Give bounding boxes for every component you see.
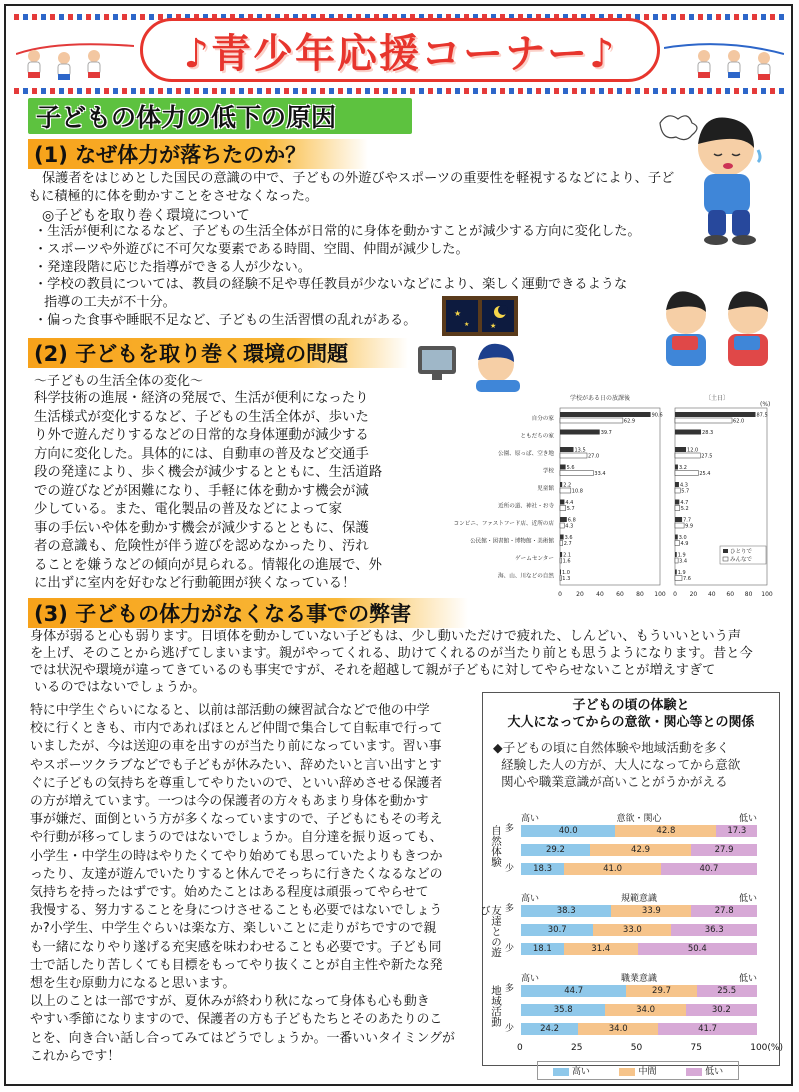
survey-group-label: 地域活動 <box>490 985 502 1027</box>
legend-swatch <box>619 1068 635 1076</box>
legend-swatch-friends <box>723 557 728 561</box>
chart-value-label: 1.6 <box>562 558 571 565</box>
chart-category-label: 自分の家 <box>531 416 554 422</box>
chart-tick-label: 100 <box>761 591 773 598</box>
body-line: に出ずに室内を好むなど行動範囲が狭くなっている！ <box>34 576 356 591</box>
scale-few-label: 少 <box>505 1024 515 1034</box>
body-line: 身体が弱ると心も弱ります。日頃体を動かしていない子どもは、少し動いただけで疲れた、しんどい、もういいという声 <box>30 629 742 644</box>
chart-value-label: 4.7 <box>680 500 689 506</box>
intro-line: ◆子どもの頃に自然体験や地域活動を多く <box>493 740 730 755</box>
body-line: いるのではないでしょうか。 <box>34 680 206 695</box>
chart-bar-friends <box>560 471 593 476</box>
survey-bar-segment: 27.9 <box>691 844 757 856</box>
chart-bar-alone <box>560 430 600 435</box>
survey-group-label: 友達との遊び <box>479 905 502 958</box>
chart-bar-friends <box>560 453 587 458</box>
survey-bar-row <box>521 863 757 875</box>
survey-bar-segment: 29.2 <box>521 844 590 856</box>
survey-bar-segment: 41.7 <box>658 1023 756 1035</box>
body-line: ることを嫌うなどの傾向が見られる。情報化の進展で、外 <box>34 557 382 573</box>
environment-title: ◎子どもを取り巻く環境について <box>42 208 250 224</box>
body-line: か?小学生、中学生ぐらいは楽な方、楽しいことに走りがちですので親 <box>30 921 437 937</box>
chart-bar-friends <box>560 541 563 546</box>
subtitle-text: 子どもの体力の低下の原因 <box>36 103 337 132</box>
survey-bar-segment: 35.8 <box>521 1004 605 1016</box>
environment-list <box>34 223 714 330</box>
chart-bar-friends <box>675 453 700 458</box>
chart-value-label: 1.3 <box>562 576 571 582</box>
chart-value-label: 27.0 <box>588 453 600 460</box>
chart-bar-friends <box>560 576 561 581</box>
chart-value-label: 28.3 <box>702 430 714 436</box>
chart-category-label: 海、山、川などの自然 <box>498 573 554 580</box>
low-label: 低い <box>738 894 757 904</box>
chart-category-label: 公園、原っぱ、空き地 <box>498 451 554 457</box>
body-line: 事が嫌だ、面倒という方が多くなっていますので、子どもにもその考え <box>30 812 443 828</box>
body-line: り外で遊んだりするなどの日常的な身体運動が減少する <box>34 428 369 443</box>
survey-bar-segment: 18.1 <box>521 943 564 955</box>
chart-value-label: 7.7 <box>683 517 692 524</box>
scale-few-label: 少 <box>505 944 515 954</box>
svg-text:★: ★ <box>490 322 497 330</box>
survey-bar-segment: 36.3 <box>671 924 757 936</box>
chart-value-label: 87.5 <box>756 412 768 419</box>
chart-value-label: 3.4 <box>679 558 688 565</box>
chart-category-label: ゲームセンター <box>515 556 554 562</box>
chart-value-label: 5.2 <box>680 506 689 512</box>
chart-bar-alone <box>560 447 574 452</box>
legend-label-alone: ひとりで <box>730 549 753 555</box>
chart-tick-label: 0 <box>558 591 562 598</box>
night-window-illustration <box>442 296 518 340</box>
legend-swatch <box>686 1068 702 1076</box>
chart-value-label: 1.0 <box>562 570 570 576</box>
svg-text:★: ★ <box>464 321 470 328</box>
survey-box <box>479 692 783 1077</box>
chart-title-weekday: 学校がある日の放課後 <box>570 395 631 402</box>
high-label: 高い <box>521 894 540 904</box>
metric-label: 規範意識 <box>620 894 657 904</box>
low-label: 低い <box>738 814 757 824</box>
body-line: とを、向き合い話し合ってみてはどうでしょうか。一番いいタイミングが <box>30 1030 455 1046</box>
section2-heading <box>28 338 408 368</box>
chart-value-label: 5.7 <box>681 488 690 495</box>
survey-bar-segment: 50.4 <box>638 943 757 955</box>
chart-value-label: 3.0 <box>678 535 687 541</box>
list-item: ・発達段階に応じた指導ができる人が少ない。 <box>34 259 311 275</box>
body-line: 以上のことは一部ですが、夏休みが終わり秋になって身体も心も動き <box>30 994 430 1010</box>
chart-bar-alone <box>675 465 678 470</box>
body-line: いましたが、今は送迎の車を出すのが当たり前になっています。習い事 <box>30 739 442 755</box>
survey-tick-label: 75 <box>690 1043 702 1053</box>
chart-bar-friends <box>675 418 732 423</box>
chart-value-label: 12.0 <box>687 447 699 454</box>
body-line: 我慢する、努力することを身につけさせることも必要ではないでしょう <box>30 903 443 919</box>
survey-bar-segment: 42.8 <box>615 825 716 837</box>
chart-bar-friends <box>560 418 623 423</box>
gaming-kids-icon <box>652 286 782 370</box>
body-line: やスポーツクラブなどでも子どもが休みたい、辞めたいと言い出すとす <box>30 757 442 773</box>
survey-bar-row <box>521 924 757 936</box>
chart-value-label: 9.9 <box>685 523 694 530</box>
play-location-chart-svg <box>420 392 780 604</box>
survey-metric-header <box>521 971 757 984</box>
chart-bar-alone <box>560 500 564 505</box>
survey-bar-segment: 30.2 <box>686 1004 757 1016</box>
chart-bar-friends <box>675 523 684 528</box>
chart-value-label: 1.9 <box>677 552 686 559</box>
chart-value-label: 4.3 <box>565 523 574 530</box>
body-line: 科学技術の進展・経済の発展で、生活が便利になったり <box>34 391 369 406</box>
section3-narrow-text <box>30 702 478 1066</box>
body-line: 気持ちを持ったはずです。始めたことはある程度は頑張ってやらせて <box>30 885 429 901</box>
survey-bar-segment: 31.4 <box>564 943 638 955</box>
body-line: ぐに子どもの気持ちを尊重してやりたいので、といい辞めさせる保護者 <box>30 775 443 791</box>
survey-title-1: 子どもの頃の体験と <box>572 698 690 713</box>
legend-label: 高い <box>571 1067 590 1077</box>
body-line: の方が増えています。一つは今の保護者の方々もあまり身体を動かす <box>30 794 429 810</box>
section3-heading <box>28 598 468 628</box>
section1-heading <box>28 139 368 169</box>
survey-bar-segment: 33.0 <box>593 924 671 936</box>
survey-bar-segment: 41.0 <box>564 863 661 875</box>
legend-item <box>553 1064 590 1077</box>
chart-value-label: 5.6 <box>566 465 575 471</box>
survey-tick-label: 0 <box>517 1043 523 1053</box>
chart-value-label: 4.9 <box>680 541 689 547</box>
body-line: 少している。また、電化製品の普及などによって家 <box>34 502 342 517</box>
high-label: 高い <box>521 974 540 984</box>
chart-tick-label: 60 <box>726 591 735 598</box>
chart-bar-alone <box>675 570 677 575</box>
low-label: 低い <box>738 974 757 984</box>
metric-label: 意欲・関心 <box>616 814 662 824</box>
body-line: やすい季節になりますので、保護者の方も子どもたちとそのあたりのこ <box>30 1012 443 1028</box>
chart-value-label: 6.8 <box>567 517 576 524</box>
high-label: 高い <box>521 814 540 824</box>
survey-bar-segment: 40.0 <box>521 825 615 837</box>
scale-many-label: 多 <box>505 984 515 994</box>
chart-tick-label: 40 <box>707 591 716 598</box>
chart-category-label: 児童館 <box>537 486 554 492</box>
chart-value-label: 90.6 <box>651 412 663 419</box>
survey-metric-header <box>521 891 757 904</box>
chart-unit: (%) <box>760 401 771 408</box>
chart-bar-friends <box>675 506 680 511</box>
body-line: 者の意識も、危険性が伴う遊びを認めなかったり、汚れ <box>34 539 369 554</box>
chart-value-label: 39.7 <box>600 430 612 436</box>
survey-bar-segment: 40.7 <box>661 863 757 875</box>
chart-value-label: 2.2 <box>563 482 572 489</box>
survey-axis <box>517 1043 783 1053</box>
chart-bar-friends <box>675 541 680 546</box>
night-window-icon <box>442 296 518 336</box>
legend-label-friends: みんなで <box>730 557 753 563</box>
body-line: 生活様式が変化するなど、子どもの生活全体が、歩いた <box>34 409 369 425</box>
survey-bar-segment: 18.3 <box>521 863 564 875</box>
section3-wide-text <box>30 628 780 696</box>
svg-text:★: ★ <box>454 309 462 318</box>
gaming-kids-illustration <box>652 286 782 374</box>
body-line: 方向に変化した。具体的には、自動車の普及など交通手 <box>34 446 369 462</box>
chart-bar-alone <box>675 430 701 435</box>
kids-right-illustration <box>664 34 784 88</box>
section2-heading-text: (2) 子どもを取り巻く環境の問題 <box>34 342 349 366</box>
chart-value-label: 1.9 <box>677 570 686 576</box>
survey-bar-segment: 34.0 <box>578 1023 658 1035</box>
survey-bar-row <box>521 1004 757 1016</box>
page-subtitle <box>28 98 412 134</box>
corner-banner <box>140 18 660 82</box>
legend-swatch <box>553 1068 569 1076</box>
body-line: 小学生・中学生の時はやりたくてやり始めても思っていたよりもきつか <box>30 848 443 864</box>
list-item: ・スポーツや外遊びに不可欠な要素である時間、空間、仲間が減少した。 <box>34 241 469 257</box>
chart-value-label: 2.7 <box>563 541 572 547</box>
survey-bar-segment: 34.0 <box>605 1004 685 1016</box>
chart-value-label: 62.9 <box>623 418 636 425</box>
body-line: 士で話したり苦しくても目標をもってやり抜くことが自主性や新たな発 <box>30 957 443 973</box>
section1-heading-text: (1) なぜ体力が落ちたのか？ <box>34 143 307 167</box>
chart-bar-friends <box>675 488 680 493</box>
chart-bar-alone <box>675 412 756 417</box>
survey-bar-segment: 29.7 <box>626 985 696 997</box>
scale-many-label: 多 <box>505 824 515 834</box>
survey-group <box>489 811 775 887</box>
chart-bar-friends <box>675 471 698 476</box>
chart-bar-alone <box>675 535 678 540</box>
bottom-stripe <box>14 88 785 94</box>
body-line: では状況や環境が違ってきているのも事実ですが、それを超越して親が子どもに対してやらせないことが増えすぎて <box>30 663 716 678</box>
section2-body <box>34 390 406 594</box>
chart-value-label: 4.4 <box>565 500 574 506</box>
survey-chart <box>479 811 783 1077</box>
survey-bar-segment: 33.9 <box>611 905 691 917</box>
play-location-chart <box>420 392 780 604</box>
survey-title-2: 大人になってからの意欲・関心等との関係 <box>507 715 755 730</box>
chart-tick-label: 20 <box>576 591 584 598</box>
list-item: 指導の工夫が不十分。 <box>44 295 176 311</box>
chart-bar-alone <box>675 482 679 487</box>
chart-value-label: 7.6 <box>682 576 691 582</box>
body-line: これからです！ <box>30 1048 121 1064</box>
survey-group <box>489 971 775 1047</box>
survey-bar-row <box>521 825 757 837</box>
legend-item <box>619 1064 656 1077</box>
legend-label: 中間 <box>638 1067 657 1077</box>
banner-title: ♪青少年応援コーナー♪ <box>183 30 617 77</box>
chart-value-label: 33.4 <box>594 471 606 477</box>
running-kids-icon <box>16 34 134 84</box>
chart-value-label: 10.8 <box>571 488 583 495</box>
chart-bar-friends <box>675 576 682 581</box>
section1-paragraph: 保護者をはじめとした国民の意識の中で、子どもの外遊びやスポーツの重要性を軽視するなどにより、子どもに積極的に体を動かすことをさせなくなった。 <box>28 171 675 204</box>
chart-bar-friends <box>560 558 562 563</box>
body-line: 事の手伝いや体を動かす機会が減少するとともに、保護 <box>34 520 369 536</box>
survey-bar-segment: 25.5 <box>697 985 757 997</box>
screen-boy-illustration <box>416 342 526 398</box>
list-item: ・生活が便利になるなど、子どもの生活全体が日常的に身体を動かすことが減少する方向に変化した。 <box>34 224 641 239</box>
survey-tick-label: 25 <box>571 1043 583 1053</box>
chart-bar-alone <box>560 517 567 522</box>
survey-metric-header <box>521 811 757 824</box>
chart-bar-alone <box>560 552 562 557</box>
survey-legend <box>537 1061 739 1080</box>
chart-tick-label: 80 <box>744 591 753 598</box>
chart-bar-friends <box>560 523 564 528</box>
chart-category-label: 近所の道、神社・お寺 <box>498 503 554 510</box>
chart-bar-alone <box>560 482 562 487</box>
chart-value-label: 3.2 <box>678 465 687 471</box>
survey-bar-row <box>521 1023 757 1035</box>
chart-bar-alone <box>675 500 679 505</box>
body-line: 段の発達により、歩く機会が減少するとともに、生活道路 <box>34 465 383 480</box>
body-line: や行動が移ってしまうのではないでしょうか。自分達を振り返っても、 <box>30 830 443 846</box>
chart-tick-label: 100 <box>654 591 666 598</box>
tv-boy-icon <box>416 342 526 394</box>
chart-value-label: 13.5 <box>574 447 586 454</box>
chart-tick-label: 60 <box>616 591 624 598</box>
chart-bar-alone <box>560 465 566 470</box>
survey-bar-segment: 27.8 <box>691 905 757 917</box>
list-item: ・学校の教員については、教員の経験不足や専任教員が少ないなどにより、楽しく運動できるような <box>34 277 628 293</box>
chart-tick-label: 0 <box>673 591 677 598</box>
scale-many-label: 多 <box>505 904 515 914</box>
chart-category-label: コンビニ、ファストフード店、近所の店 <box>453 521 554 527</box>
chart-category-label: 公民館・図書館・博物館・美術館 <box>470 538 554 545</box>
body-line: 想を生む原動力になると思います。 <box>30 976 236 992</box>
body-line: を上げ、そのことから逃げてしまいます。親がやってくれる、助けてくれるのが当たり前とも思うようになります。昔と今 <box>30 646 753 661</box>
chart-title-weekend: 〔土日〕 <box>705 395 730 402</box>
chart-bar-alone <box>560 535 564 540</box>
chart-value-label: 2.1 <box>563 552 572 559</box>
section2-intro: ～子どもの生活全体の変化～ <box>34 374 204 389</box>
survey-tick-label: 50 <box>630 1043 643 1053</box>
chart-bar-alone <box>560 412 651 417</box>
chart-bar-alone <box>675 447 686 452</box>
survey-group <box>479 891 775 967</box>
chart-tick-label: 20 <box>689 591 698 598</box>
body-line: も一緒になりやり遂げる充実感を味わわせることも必要です。子ども同 <box>30 939 442 955</box>
body-line: ったり、友達が遊んでいたりすると休んでそっちに行きたくなるなどの <box>30 866 443 882</box>
chart-bar-friends <box>675 558 678 563</box>
chart-value-label: 27.5 <box>701 453 713 460</box>
chart-bar-alone <box>675 517 682 522</box>
body-line: での遊びなどが困難になり、手軽に体を動かす機会が減 <box>34 483 369 499</box>
survey-bar-segment: 30.7 <box>521 924 593 936</box>
body-line: 校に行くときも、市内であればほとんど仲間で集合して自転車で行って <box>30 721 443 737</box>
survey-bar-segment: 17.3 <box>716 825 757 837</box>
survey-bar-row <box>521 985 757 997</box>
chart-value-label: 4.3 <box>679 482 688 489</box>
survey-bar-segment: 42.9 <box>590 844 691 856</box>
chart-bar-friends <box>560 488 571 493</box>
section3-heading-text: (3) 子どもの体力がなくなる事での弊害 <box>34 602 412 626</box>
chart-bar-friends <box>560 506 566 511</box>
kids-left-illustration <box>16 34 134 88</box>
chart-value-label: 3.6 <box>564 535 573 541</box>
list-item: ・偏った食事や睡眠不足など、子どもの生活習慣の乱れがある。 <box>34 312 417 328</box>
survey-bar-segment: 44.7 <box>521 985 626 997</box>
metric-label: 職業意識 <box>620 974 657 984</box>
chart-value-label: 5.7 <box>566 506 575 512</box>
survey-bar-segment: 38.3 <box>521 905 611 917</box>
survey-group-label: 自然体験 <box>490 825 502 867</box>
legend-label: 低い <box>705 1067 724 1077</box>
chart-category-label: 学校 <box>542 468 554 475</box>
chart-value-label: 25.4 <box>699 471 711 477</box>
survey-bar-row <box>521 943 757 955</box>
chart-category-label: ともだちの家 <box>520 433 554 440</box>
legend-swatch-alone <box>723 549 728 553</box>
chart-bar-alone <box>675 552 677 557</box>
survey-bar-segment: 24.2 <box>521 1023 578 1035</box>
survey-tick-label: 100(%) <box>750 1043 783 1053</box>
survey-bar-row <box>521 905 757 917</box>
scale-few-label: 少 <box>505 864 515 874</box>
body-line: 特に中学生ぐらいになると、以前は部活動の練習試合などで他の中学 <box>30 703 430 718</box>
chart-value-label: 62.0 <box>733 418 745 425</box>
survey-intro <box>493 739 779 790</box>
chart-tick-label: 80 <box>636 591 644 598</box>
survey-bar-row <box>521 844 757 856</box>
running-kids-icon <box>664 34 784 84</box>
legend-item <box>686 1064 723 1077</box>
intro-line: 関心や職業意識が高いことがうかがえる <box>501 774 728 789</box>
chart-bar-alone <box>560 570 561 575</box>
intro-line: 経験した人の方が、大人になってから意欲 <box>501 757 741 772</box>
chart-tick-label: 40 <box>596 591 604 598</box>
